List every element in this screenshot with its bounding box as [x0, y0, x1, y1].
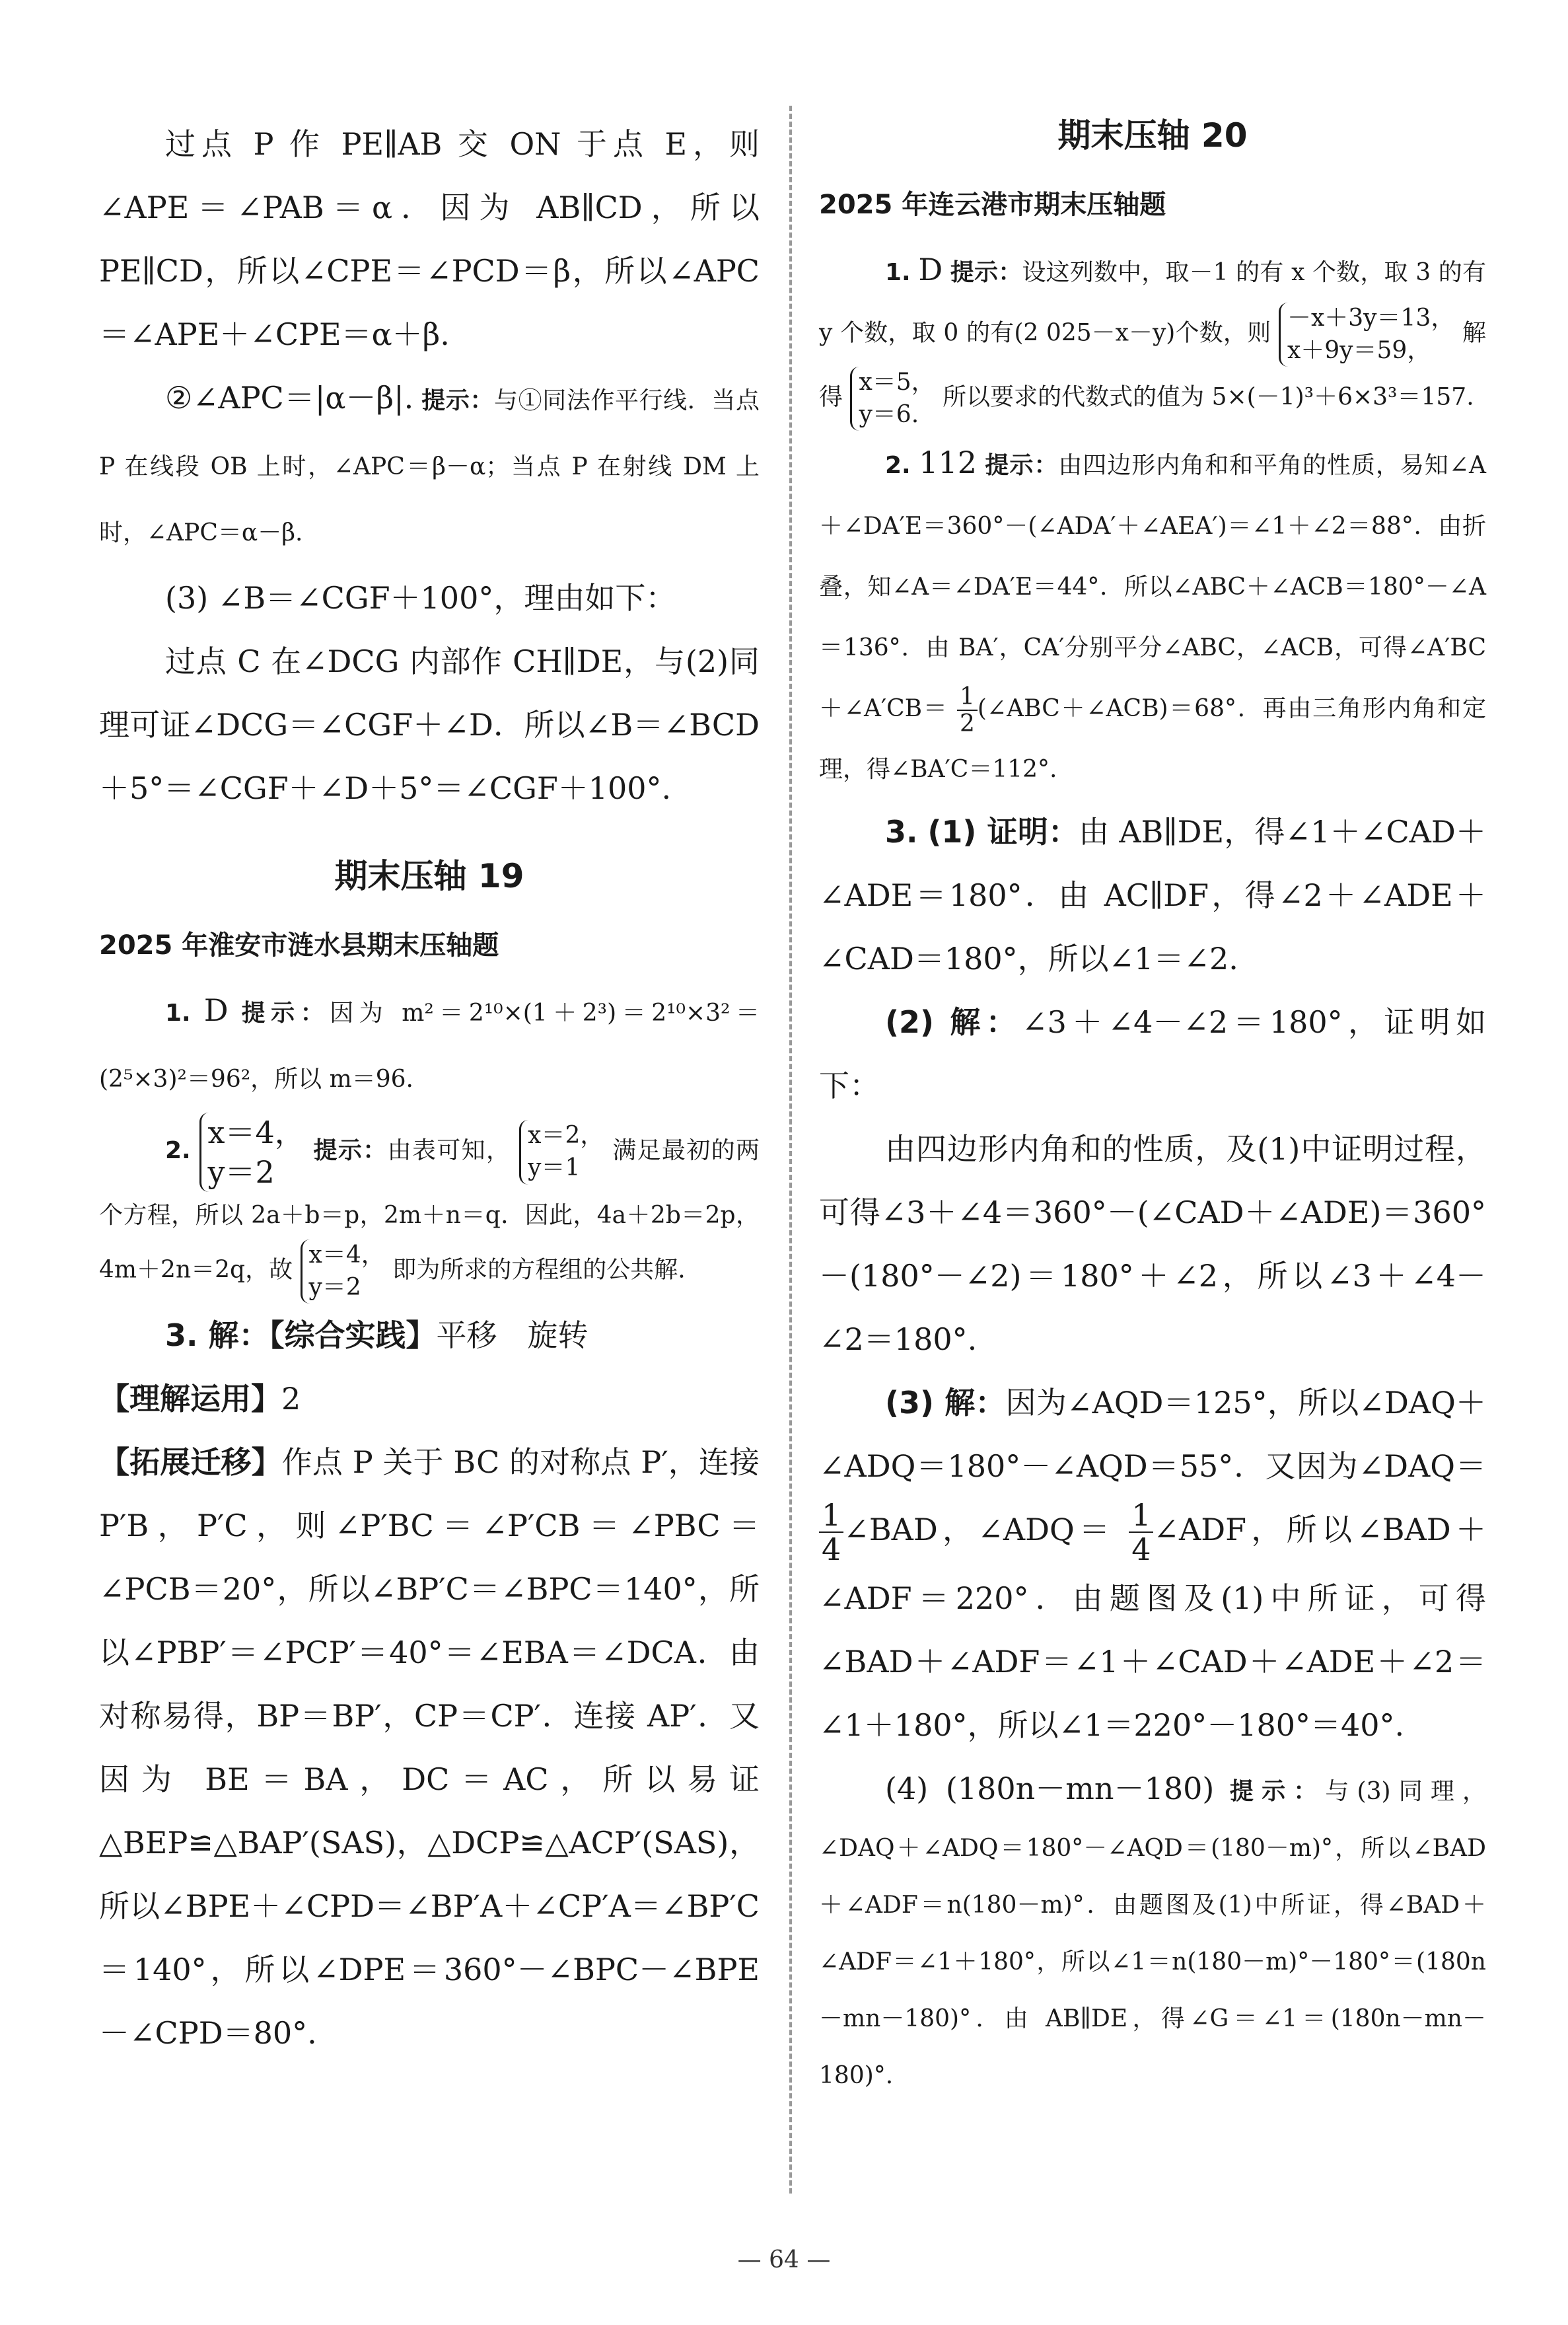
hint-text: 由四边形内角和和平角的性质，易知∠A＋∠DA′E＝360°－(∠ADA′＋∠AEA′)＝∠1＋∠2＝88°．由折叠，知∠A＝∠DA′E＝44°．所以∠ABC＋∠ACB＝180°－∠A＝136°．由 BA′，CA′分别平分∠ABC，∠ACB，可得∠A′BC＋∠A′CB＝	[819, 452, 1486, 723]
hint-label: 提示：	[1229, 1777, 1326, 1805]
question-2	[819, 431, 1486, 800]
hint-text: (∠ABC＋∠ACB)＝68°．再由三角形内角和定理，得∠BA′C＝112°.	[819, 695, 1486, 784]
question-2	[99, 1113, 760, 1304]
right-column	[819, 112, 1486, 2104]
answer-text: ②∠APC＝|α－β|.	[165, 380, 414, 416]
hint-label: 提示：	[313, 1137, 388, 1164]
paragraph: 由四边形内角和的性质，及(1)中证明过程，可得∠3＋∠4＝360°－(∠CAD＋∠ADE)＝360°－(180°－∠2)＝180°＋∠2，所以∠3＋∠4－∠2＝180°.	[819, 1131, 1486, 1358]
hint-text: 即为所求的方程组的公共解.	[392, 1256, 686, 1284]
equation-system: －x＋3y＝13， x＋9y＝59，	[1279, 303, 1454, 367]
hint-text: 解得	[819, 319, 1486, 411]
hint-text: 因为 m²＝2¹⁰×(1＋2³)＝2¹⁰×3²＝(2⁵×3)²＝96²，所以 m＝96.	[99, 1000, 760, 1093]
paragraph-hint	[99, 366, 760, 566]
fraction: $\frac{1}{2}$	[957, 684, 978, 737]
left-column	[99, 112, 760, 2065]
hint-text: 所以要求的代数式的值为 5×(－1)³＋6×3³＝157.	[943, 383, 1474, 411]
hint-text: 由表可知，	[387, 1137, 511, 1164]
hint-label: 提示：	[241, 1000, 330, 1027]
hint-text: 设这列数中，取－1 的有 x 个数，取 3 的有 y 个数，取 0 的有(2 025－x－y)个数，则	[819, 259, 1486, 347]
answer-system: x＝4， y＝2	[199, 1113, 305, 1192]
question-number: 1.	[885, 259, 911, 286]
question-3-part-2: (2) 解：∠3＋∠4－∠2＝180°，证明如下：	[819, 1004, 1486, 1104]
section-title: 期末压轴 19	[334, 857, 524, 895]
question-number: 1.	[165, 1000, 191, 1027]
answer-text: D	[918, 252, 943, 287]
question-number: 2.	[885, 452, 911, 480]
hint-text: 满足最初的两个方程，所以 2a＋b＝p，2m＋n＝q．因此，4a＋2b＝2p，4m＋2n＝2q，故	[99, 1137, 760, 1284]
hint-label: 提示：	[421, 387, 495, 414]
question-3-part-3: (3) 解：因为∠AQD＝125°，所以∠DAQ＋∠ADQ＝180°－∠AQD＝55°．又因为∠DAQ＝ $\frac{1}{4}$ ∠BAD，∠ADQ＝ $\frac{1}{4}$ ∠ADF，所以∠BAD＋∠ADF＝220°．由题图及(1)中所证，可得∠BAD＋∠ADF＝∠1＋∠CAD＋∠ADE＋∠2＝∠1＋180°，所以∠1＝220°－180°＝40°.	[819, 1385, 1486, 1743]
fraction: $\frac{1}{4}$	[1129, 1498, 1153, 1567]
page-number: — 64 —	[737, 2246, 831, 2273]
section-subtitle: 2025 年淮安市涟水县期末压轴题	[99, 930, 499, 961]
answer-text: D	[203, 992, 229, 1028]
question-1	[819, 238, 1486, 431]
solution-system: x＝5， y＝6.	[850, 367, 935, 431]
column-divider	[789, 106, 792, 2194]
hint-text: 与(3)同理，∠DAQ＋∠ADQ＝180°－∠AQD＝(180－m)°，所以∠BAD＋∠ADF＝n(180－m)°．由题图及(1)中所证，得∠BAD＋∠ADF＝∠1＋180°，所以∠1＝n(180－m)°－180°＝(180n－mn－180)°．由 AB∥DE，得∠G＝∠1＝(180n－mn－180)°.	[819, 1777, 1486, 2089]
question-3-extend: 【拓展迁移】作点 P 关于 BC 的对称点 P′，连接 P′B，P′C，则∠P′BC＝∠P′CB＝∠PBC＝∠PCB＝20°，所以∠BP′C＝∠BPC＝140°，所以∠PBP′＝∠PCP′＝40°＝∠EBA＝∠DCA．由对称易得，BP＝BP′，CP＝CP′．连接 AP′．又因为 BE＝BA，DC＝AC，所以易证△BEP≌△BAP′(SAS)，△DCP≌△ACP′(SAS)，所以∠BPE＋∠CPD＝∠BP′A＋∠CP′A＝∠BP′C＝140°，所以∠DPE＝360°－∠BPC－∠BPE－∠CPD＝80°.	[99, 1444, 760, 2051]
section-subtitle: 2025 年连云港市期末压轴题	[819, 190, 1166, 220]
answer-text: 112	[919, 445, 977, 481]
question-1	[99, 978, 760, 1113]
fraction: $\frac{1}{4}$	[819, 1498, 843, 1567]
question-3-part-4	[819, 1757, 1486, 2104]
answer-text: (4) (180n－mn－180)	[885, 1770, 1215, 1806]
hint-label: 提示：	[985, 452, 1059, 480]
paragraph: 过点 P 作 PE∥AB 交 ON 于点 E，则∠APE＝∠PAB＝α．因为 AB∥CD，所以 PE∥CD，所以∠CPE＝∠PCD＝β，所以∠APC＝∠APE＋∠CPE＝α＋β.	[99, 126, 760, 352]
paragraph: (3) ∠B＝∠CGF＋100°，理由如下：	[165, 580, 676, 616]
question-number: 2.	[165, 1137, 191, 1164]
section-title: 期末压轴 20	[1057, 116, 1248, 155]
equation-system: x＝2， y＝1	[519, 1120, 604, 1184]
hint-label: 提示：	[950, 259, 1022, 286]
question-3-part-1: 3. (1) 证明：由 AB∥DE，得∠1＋∠CAD＋∠ADE＝180°．由 AC∥DF，得∠2＋∠ADE＋∠CAD＝180°，所以∠1＝∠2.	[819, 814, 1486, 977]
question-3-use: 【理解运用】2	[99, 1381, 301, 1417]
hint-text: 与①同法作平行线．当点 P 在线段 OB 上时，∠APC＝β－α；当点 P 在射线 DM 上时，∠APC＝α－β.	[99, 387, 760, 546]
question-3-head: 3. 解：【综合实践】平移 旋转	[165, 1317, 588, 1354]
equation-system: x＝4， y＝2	[301, 1239, 385, 1304]
paragraph: 过点 C 在∠DCG 内部作 CH∥DE，与(2)同理可证∠DCG＝∠CGF＋∠D．所以∠B＝∠BCD＋5°＝∠CGF＋∠D＋5°＝∠CGF＋100°.	[99, 644, 760, 806]
